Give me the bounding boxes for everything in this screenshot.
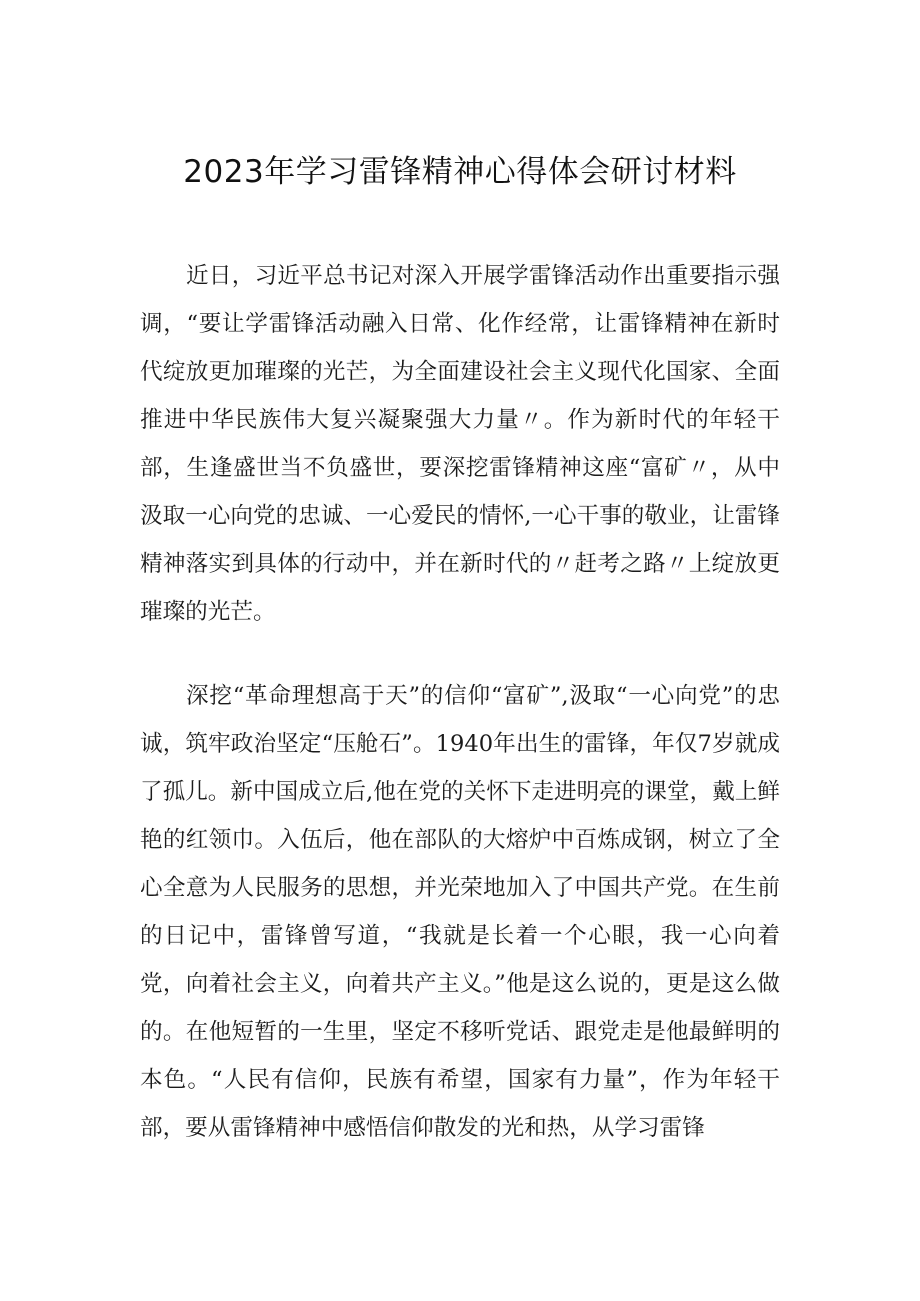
paragraph-intro: 近日，习近平总书记对深入开展学雷锋活动作出重要指示强调，“要让学雷锋活动融入日常、化作经常，让雷锋精神在新时代绽放更加璀璨的光芒，为全面建设社会主义现代化国家、全面推进中华民族伟大复兴凝聚强大力量〃。作为新时代的年轻干部，生逢盛世当不负盛世，要深挖雷锋精神这座“富矿〃，从中汲取一心向党的忠诚、一心爱民的情怀,一心干事的敬业，让雷锋精神落实到具体的行动中，并在新时代的〃赶考之路〃上绽放更璀璨的光芒。 [140,263,780,625]
paragraph-loyalty: 深挖“革命理想高于天”的信仰“富矿”,汲取“一心向党”的忠诚，筑牢政治坚定“压舱石”。1940年出生的雷锋，年仅7岁就成了孤儿。新中国成立后,他在党的关怀下走进明亮的课堂，戴上鲜艳的红领巾。入伍后，他在部队的大熔炉中百炼成钢，树立了全心全意为人民服务的思想，并光荣地加入了中国共产党。在生前的日记中，雷锋曾写道，“我就是长着一个心眼，我一心向着党，向着社会主义，向着共产主义。”他是这么说的，更是这么做的。在他短暂的一生里，坚定不移听党话、跟党走是他最鲜明的本色。“人民有信仰，民族有希望，国家有力量”，作为年轻干部，要从雷锋精神中感悟信仰散发的光和热，从学习雷锋 [140,683,780,1141]
document-title: 2023年学习雷锋精神心得体会研讨材料 [183,154,737,190]
